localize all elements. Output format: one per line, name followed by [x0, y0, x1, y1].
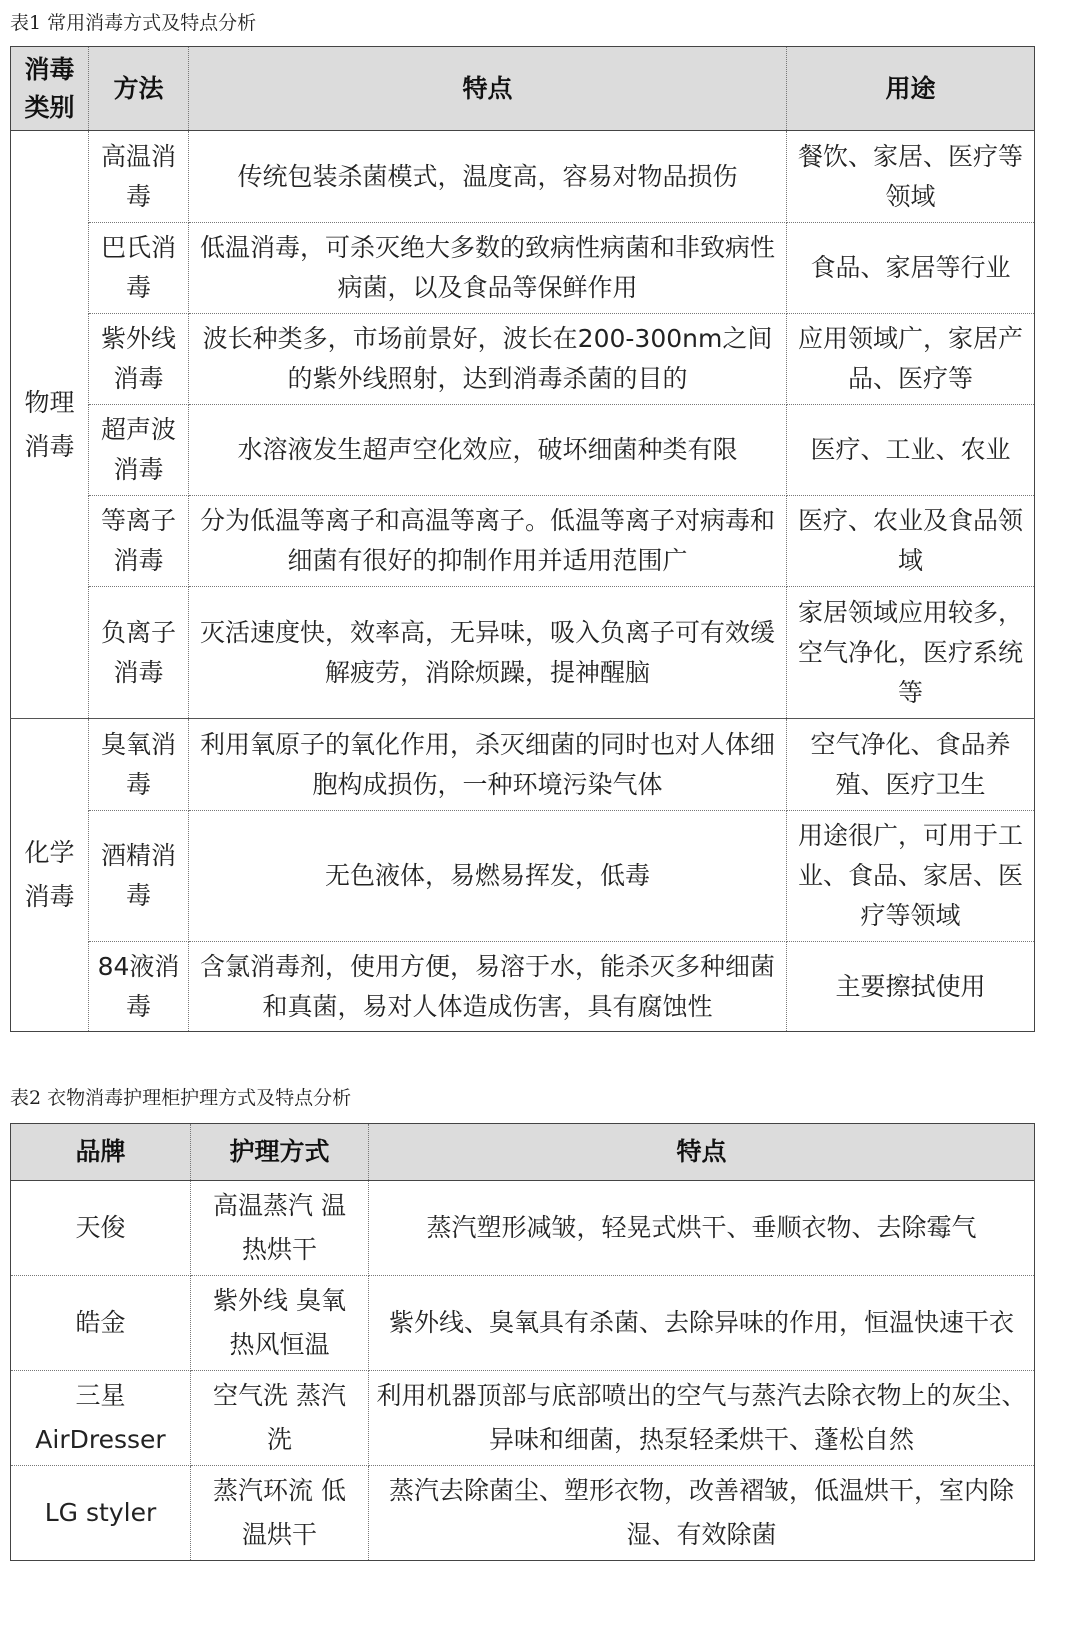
table-row: [11, 314, 1035, 405]
table-row: [11, 131, 1035, 223]
use-cell: 医疗、工业、农业: [787, 405, 1035, 496]
brand-cell: 三星 AirDresser: [11, 1371, 191, 1466]
table1-caption: 表1 常用消毒方式及特点分析: [10, 12, 257, 34]
feature-cell: 水溶液发生超声空化效应，破坏细菌种类有限: [189, 405, 787, 496]
use-cell: 用途很广，可用于工业、食品、家居、医疗等领域: [787, 811, 1035, 942]
table-row: [11, 496, 1035, 587]
care-cabinet-table: [10, 1123, 1035, 1561]
table2-caption: 表2 衣物消毒护理柜护理方式及特点分析: [10, 1087, 352, 1109]
table-row: [11, 223, 1035, 314]
disinfection-methods-table: [10, 46, 1035, 1032]
mode-cell: 蒸汽环流 低温烘干: [191, 1466, 369, 1561]
mode-cell: 高温蒸汽 温热烘干: [191, 1181, 369, 1276]
brand-cell: LG styler: [11, 1466, 191, 1561]
feature-cell: 无色液体，易燃易挥发，低毒: [189, 811, 787, 942]
method-cell: 酒精消毒: [89, 811, 189, 942]
brand-cell: 皓金: [11, 1276, 191, 1371]
mode-cell: 空气洗 蒸汽洗: [191, 1371, 369, 1466]
feature-cell: 蒸汽去除菌尘、塑形衣物，改善褶皱，低温烘干，室内除湿、有效除菌: [369, 1466, 1035, 1561]
table-header-row: [11, 47, 1035, 131]
feature-cell: 低温消毒，可杀灭绝大多数的致病性病菌和非致病性病菌，以及食品等保鲜作用: [189, 223, 787, 314]
feature-cell: 含氯消毒剂，使用方便，易溶于水，能杀灭多种细菌和真菌，易对人体造成伤害，具有腐蚀性: [189, 942, 787, 1032]
brand-cell: 天俊: [11, 1181, 191, 1276]
use-cell: 家居领域应用较多，空气净化，医疗系统等: [787, 587, 1035, 719]
table-row: [11, 1181, 1035, 1276]
table-row: [11, 942, 1035, 1032]
feature-cell: 分为低温等离子和高温等离子。低温等离子对病毒和细菌有很好的抑制作用并适用范围广: [189, 496, 787, 587]
method-cell: 等离子消毒: [89, 496, 189, 587]
header-method: 方法: [89, 47, 189, 131]
category-cell: 物理消毒: [11, 131, 89, 719]
feature-cell: 利用机器顶部与底部喷出的空气与蒸汽去除衣物上的灰尘、异味和细菌，热泵轻柔烘干、蓬松自然: [369, 1371, 1035, 1466]
category-cell: 化学消毒: [11, 719, 89, 1032]
table-header-row: [11, 1124, 1035, 1181]
table-row: [11, 1276, 1035, 1371]
feature-cell: 传统包装杀菌模式，温度高，容易对物品损伤: [189, 131, 787, 223]
table-row: [11, 1466, 1035, 1561]
use-cell: 医疗、农业及食品领域: [787, 496, 1035, 587]
header-brand: 品牌: [11, 1124, 191, 1181]
feature-cell: 紫外线、臭氧具有杀菌、去除异味的作用，恒温快速干衣: [369, 1276, 1035, 1371]
use-cell: 主要擦拭使用: [787, 942, 1035, 1032]
use-cell: 餐饮、家居、医疗等领域: [787, 131, 1035, 223]
feature-cell: 利用氧原子的氧化作用，杀灭细菌的同时也对人体细胞构成损伤，一种环境污染气体: [189, 719, 787, 811]
table-row: [11, 587, 1035, 719]
feature-cell: 灭活速度快，效率高，无异味，吸入负离子可有效缓解疲劳，消除烦躁，提神醒脑: [189, 587, 787, 719]
table-row: [11, 811, 1035, 942]
header-mode: 护理方式: [191, 1124, 369, 1181]
method-cell: 负离子消毒: [89, 587, 189, 719]
header-category: 消毒类别: [11, 47, 89, 131]
method-cell: 紫外线消毒: [89, 314, 189, 405]
use-cell: 应用领域广，家居产品、医疗等: [787, 314, 1035, 405]
feature-cell: 蒸汽塑形减皱，轻晃式烘干、垂顺衣物、去除霉气: [369, 1181, 1035, 1276]
mode-cell: 紫外线 臭氧 热风恒温: [191, 1276, 369, 1371]
method-cell: 臭氧消毒: [89, 719, 189, 811]
table-row: [11, 719, 1035, 811]
table-row: [11, 1371, 1035, 1466]
header-feature: 特点: [369, 1124, 1035, 1181]
use-cell: 空气净化、食品养殖、医疗卫生: [787, 719, 1035, 811]
use-cell: 食品、家居等行业: [787, 223, 1035, 314]
table-row: [11, 405, 1035, 496]
feature-cell: 波长种类多，市场前景好，波长在200-300nm之间的紫外线照射，达到消毒杀菌的目的: [189, 314, 787, 405]
header-use: 用途: [787, 47, 1035, 131]
method-cell: 超声波消毒: [89, 405, 189, 496]
header-feature: 特点: [189, 47, 787, 131]
method-cell: 高温消毒: [89, 131, 189, 223]
method-cell: 84液消毒: [89, 942, 189, 1032]
method-cell: 巴氏消毒: [89, 223, 189, 314]
